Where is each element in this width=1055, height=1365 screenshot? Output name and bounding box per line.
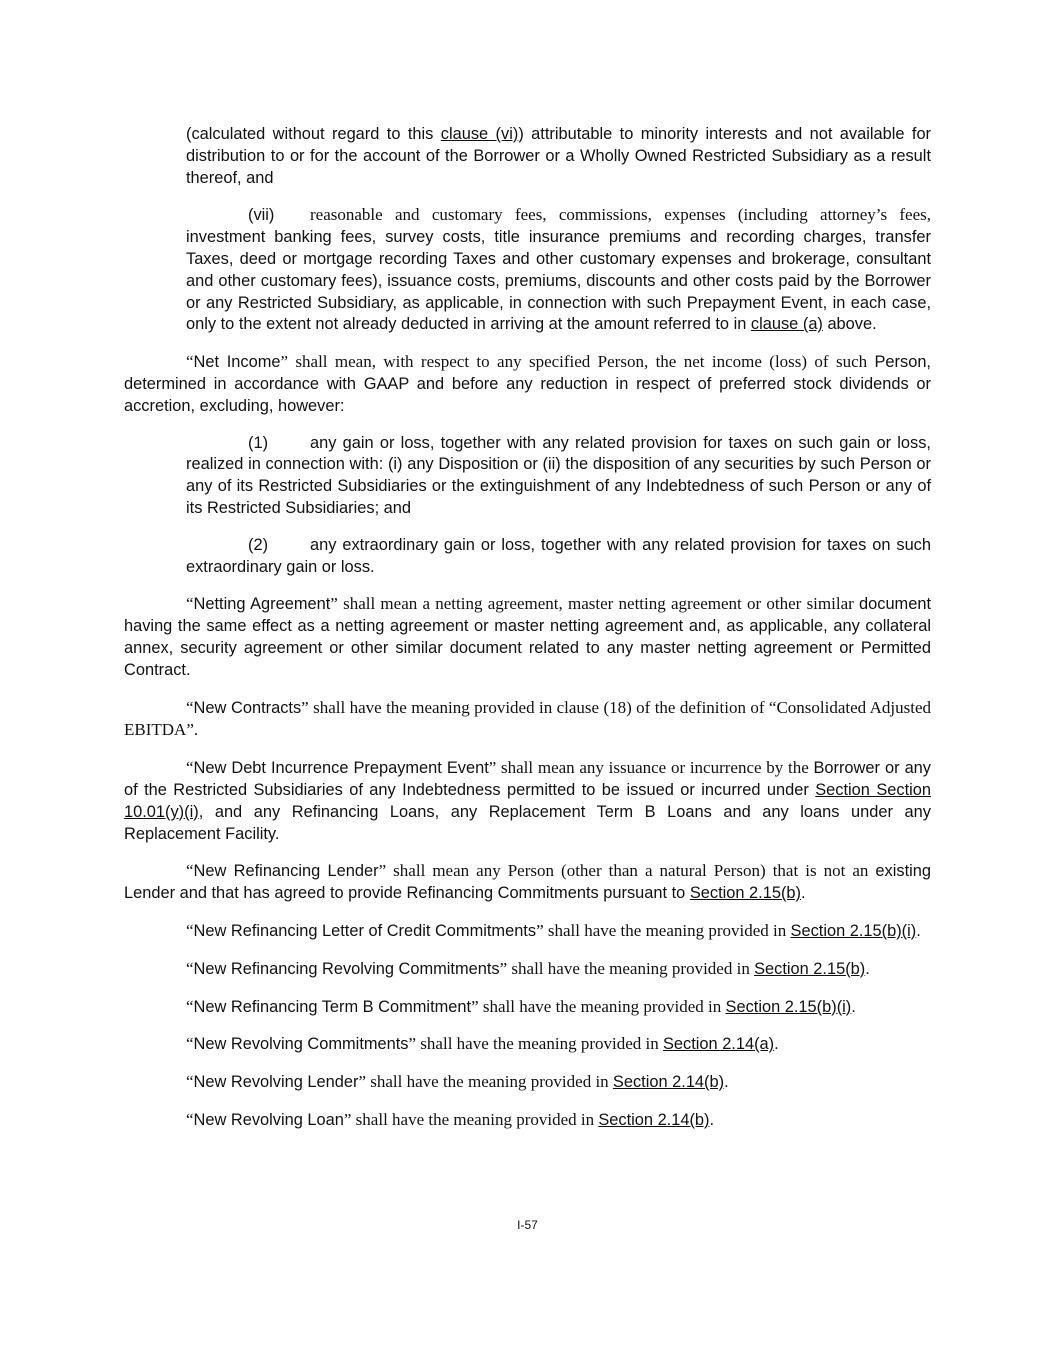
text: . [801, 884, 806, 903]
defined-term: Net Income [193, 353, 281, 372]
text: ” shall have the meaning provided in [343, 1109, 599, 1129]
paragraph-clause-1 [186, 433, 931, 520]
quote-mark: “ [186, 861, 194, 881]
definition-new-debt-incurrence-prepayment-event [124, 757, 931, 845]
defined-term: New Refinancing Term B Commitment [193, 997, 472, 1016]
text: existing Lender and that has agreed to provide Refinancing Commitments pursuant to [124, 862, 931, 903]
paragraph-clause-vii [186, 204, 931, 336]
text: ” shall mean any issuance or incurrence by the [488, 758, 814, 778]
paragraph-clause-2 [186, 535, 931, 579]
text: . [724, 1073, 729, 1092]
text: ” shall mean, with respect to any specified Person, the net income (loss) of such [280, 352, 875, 372]
text: investment banking fees, survey costs, title insurance premiums and recording charges, transfer Taxes, deed or mortgage recording Taxes and other customary expenses and brokerage, consultant and other customary fees), issuance costs, premiums, discounts and other costs paid by the Borrower or any Restricted Subsidiary, as applicable, in connection with such Prepayment Event, in each case, only to the extent not already deducted in arriving at the amount referred to in [186, 228, 931, 334]
quote-mark: “ [186, 697, 194, 717]
text: ” shall mean a netting agreement, master netting agreement or other similar [330, 594, 860, 614]
definition-net-income [124, 351, 931, 417]
cross-reference-link[interactable]: clause (vi) [440, 125, 519, 143]
defined-term: New Revolving Commitments [193, 1035, 409, 1054]
text: ” shall have the meaning provided in [471, 996, 726, 1016]
defined-term: Netting Agreement [193, 595, 331, 614]
quote-mark: “ [186, 958, 194, 978]
cross-reference-link[interactable]: Section 2.15(b) [754, 959, 866, 978]
definition-new-refinancing-lender [124, 860, 931, 905]
defined-term: New Refinancing Lender [193, 862, 379, 881]
text: ” shall mean any Person (other than a natural Person) that is not an [378, 861, 876, 881]
text: , and any Refinancing Loans, any Replacement Term B Loans and any loans under any Replacement Facility. [124, 802, 931, 843]
quote-mark: “ [186, 352, 194, 372]
cross-reference-link[interactable]: Section 2.15(b)(i) [790, 921, 917, 940]
cross-reference-link[interactable]: Section 2.15(b) [689, 884, 801, 903]
quote-mark: “ [186, 758, 194, 778]
definition-new-refinancing-letter-of-credit-commitments [124, 920, 931, 943]
definition-new-refinancing-term-b-commitment [124, 996, 931, 1019]
clause-number: (vii) [248, 206, 275, 225]
quote-mark: “ [186, 1109, 194, 1129]
text: above. [822, 315, 877, 334]
page-number: I-57 [517, 1218, 538, 1232]
text: ” shall have the meaning provided in [408, 1034, 663, 1054]
text: Borrower or any of the Restricted Subsidiaries of any Indebtedness permitted to be issued or incurred under [124, 759, 931, 799]
paragraph-clause-vi-continuation [186, 124, 931, 189]
text: . [851, 997, 856, 1016]
quote-mark: “ [186, 920, 194, 940]
defined-term: New Contracts [193, 698, 302, 717]
text: ” shall have the meaning provided in [536, 920, 791, 940]
quote-mark: “ [186, 1034, 194, 1054]
cross-reference-link[interactable]: Section 2.15(b)(i) [725, 997, 852, 1016]
definition-new-refinancing-revolving-commitments [124, 958, 931, 981]
text: . [709, 1110, 715, 1129]
text: . [774, 1035, 779, 1054]
definition-new-contracts [124, 697, 931, 743]
text: (calculated without regard to this [186, 125, 441, 143]
defined-term: New Revolving Lender [193, 1073, 359, 1092]
clause-number: (1) [248, 433, 269, 452]
defined-term: New Refinancing Letter of Credit Commitments [193, 921, 537, 940]
text: ” shall have the meaning provided in [358, 1072, 613, 1092]
text: document having the same effect as a netting agreement or master netting agreement and, as applicable, any collateral annex, security agreement or other similar document related to any master netting agreement or Permitted Contract. [124, 595, 931, 679]
text: any gain or loss, together with any related provision for taxes on such gain or loss, realized in connection with: (i) any Disposition or (ii) the disposition of any securities by such Person or any of its Restricted Subsidiaries or the extinguishment of any Indebtedness of such Person or any of its Restricted Subsidiaries; and [186, 433, 931, 517]
cross-reference-link[interactable]: Section Section 10.01(y)(i) [124, 780, 931, 821]
document-page [124, 124, 931, 1132]
text: Person, determined in accordance with GAAP and before any reduction in respect of preferred stock dividends or accretion, excluding, however: [124, 353, 931, 415]
text: . [865, 959, 870, 978]
defined-term: New Revolving Loan [193, 1110, 344, 1129]
cross-reference-link[interactable]: Section 2.14(a) [662, 1035, 775, 1054]
quote-mark: “ [186, 1072, 194, 1092]
definition-netting-agreement [124, 593, 931, 681]
cross-reference-link[interactable]: Section 2.14(b) [598, 1110, 710, 1129]
quote-mark: “ [186, 996, 194, 1016]
defined-term: New Refinancing Revolving Commitments [193, 959, 500, 978]
text: any extraordinary gain or loss, together with any related provision for taxes on such extraordinary gain or loss. [186, 535, 931, 576]
cross-reference-link[interactable]: Section 2.14(b) [612, 1073, 725, 1092]
cross-reference-link[interactable]: clause (a) [750, 315, 823, 334]
defined-term: New Debt Incurrence Prepayment Event [193, 759, 489, 778]
text: reasonable and customary fees, commissions, expenses (including attorney’s fees, [310, 205, 931, 225]
text: ) attributable to minority interests and not available for distribution to or for the account of the Borrower or a Wholly Owned Restricted Subsidiary as a result thereof, and [186, 125, 932, 187]
text: . [916, 921, 921, 940]
text: ” shall have the meaning provided in [499, 958, 755, 978]
text: ” shall have the meaning provided in clause (18) of the definition of “Consolidated Adjusted EBITDA”. [124, 697, 931, 740]
quote-mark: “ [186, 594, 194, 614]
clause-number: (2) [248, 535, 269, 554]
definition-new-revolving-loan [124, 1109, 931, 1132]
definition-new-revolving-commitments [124, 1033, 931, 1056]
definition-new-revolving-lender [124, 1071, 931, 1094]
